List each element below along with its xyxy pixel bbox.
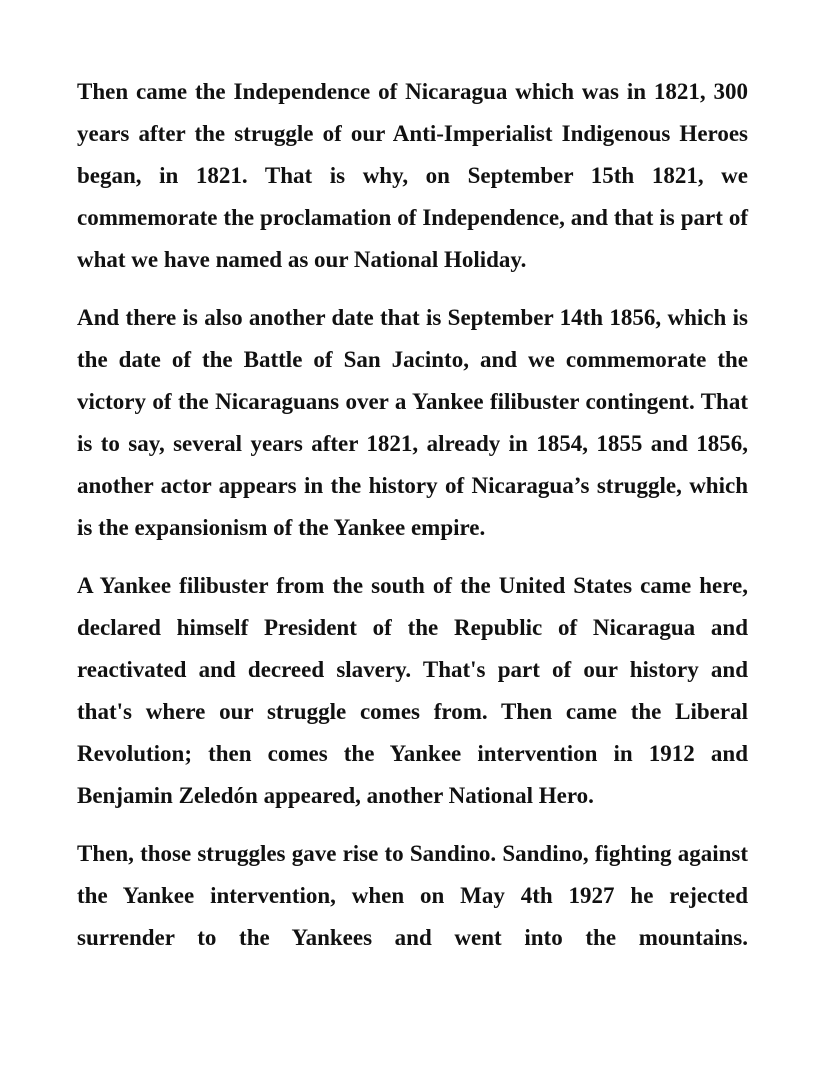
paragraph-filibuster: A Yankee filibuster from the south of the United States came here, declared himself President of the Republic of Nicaragua and reactivated and decreed slavery. That's part of our history and that's where our struggle comes from. Then came the Liberal Revolution; then comes the Yankee intervention in 1912 and Benjamin Zeledón appeared, another National Hero.: [77, 573, 748, 808]
paragraph-san-jacinto: And there is also another date that is September 14th 1856, which is the date of the Battle of San Jacinto, and we commemorate the victory of the Nicaraguans over a Yankee filibuster contingent. That is to say, several years after 1821, already in 1854, 1855 and 1856, another actor appears in the history of Nicaragua’s struggle, which is the expansionism of the Yankee empire.: [77, 305, 748, 540]
paragraph-sandino: Then, those struggles gave rise to Sandino. Sandino, fighting against the Yankee intervention, when on May 4th 1927 he rejected surrender to the Yankees and went into the mountains.: [77, 841, 748, 950]
document-page: [77, 71, 748, 975]
paragraph-independence: Then came the Independence of Nicaragua which was in 1821, 300 years after the struggle of our Anti-Imperialist Indigenous Heroes began, in 1821. That is why, on September 15th 1821, we commemorate the proclamation of Independence, and that is part of what we have named as our National Holiday.: [77, 79, 748, 272]
